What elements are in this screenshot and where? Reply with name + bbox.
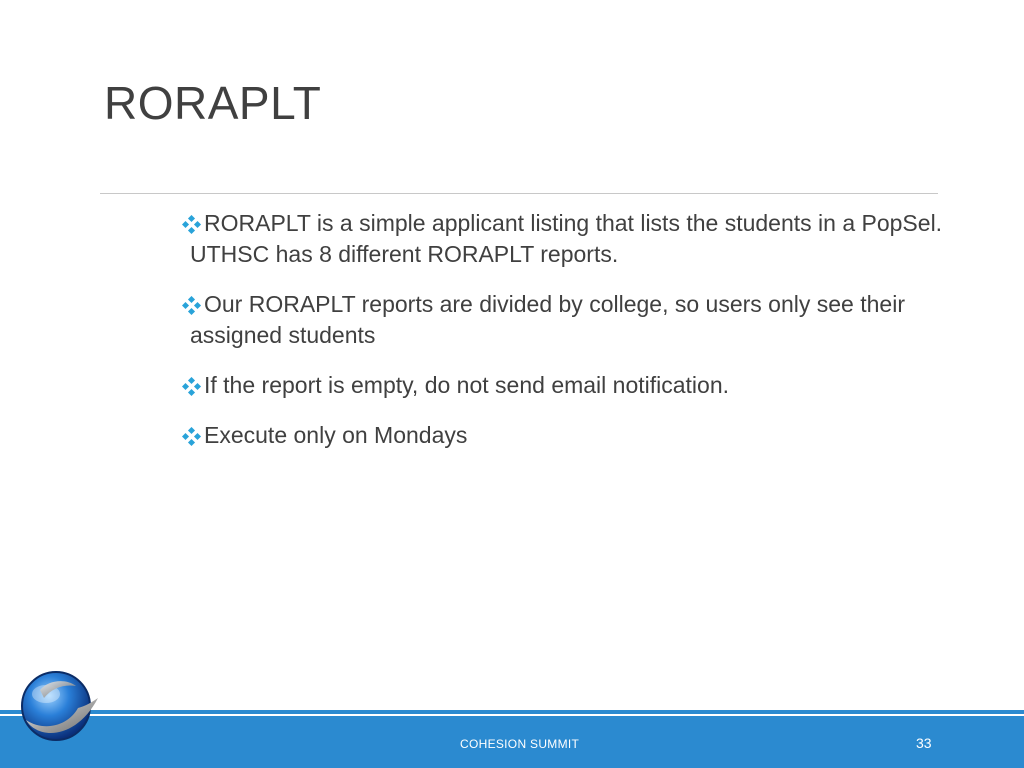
bullet-text-line1: Our RORAPLT reports are divided by college, so users only see their	[204, 291, 905, 317]
diamond-bullet-icon	[182, 427, 202, 447]
diamond-bullet-icon	[182, 296, 202, 316]
bullet-item	[182, 420, 1022, 451]
bullet-text-line2: assigned students	[190, 322, 376, 348]
bullet-item	[182, 208, 1022, 270]
footer-text: COHESION SUMMIT	[460, 737, 580, 751]
slide-title: RORAPLT	[104, 77, 322, 129]
bullet-list	[182, 208, 1022, 470]
bullet-text-line2: UTHSC has 8 different RORAPLT reports.	[190, 241, 619, 267]
page-number: 33	[916, 735, 932, 751]
title-divider	[100, 193, 938, 194]
cohesion-logo-icon	[14, 668, 106, 746]
bullet-text-line1: If the report is empty, do not send email notification.	[204, 372, 730, 398]
diamond-bullet-icon	[182, 377, 202, 397]
bullet-text-line1: RORAPLT is a simple applicant listing that lists the students in a PopSel.	[204, 210, 943, 236]
bullet-text-line1: Execute only on Mondays	[204, 422, 468, 448]
bullet-item	[182, 289, 1022, 351]
footer-accent-line	[0, 710, 1024, 714]
bullet-item	[182, 370, 1022, 401]
diamond-bullet-icon	[182, 215, 202, 235]
